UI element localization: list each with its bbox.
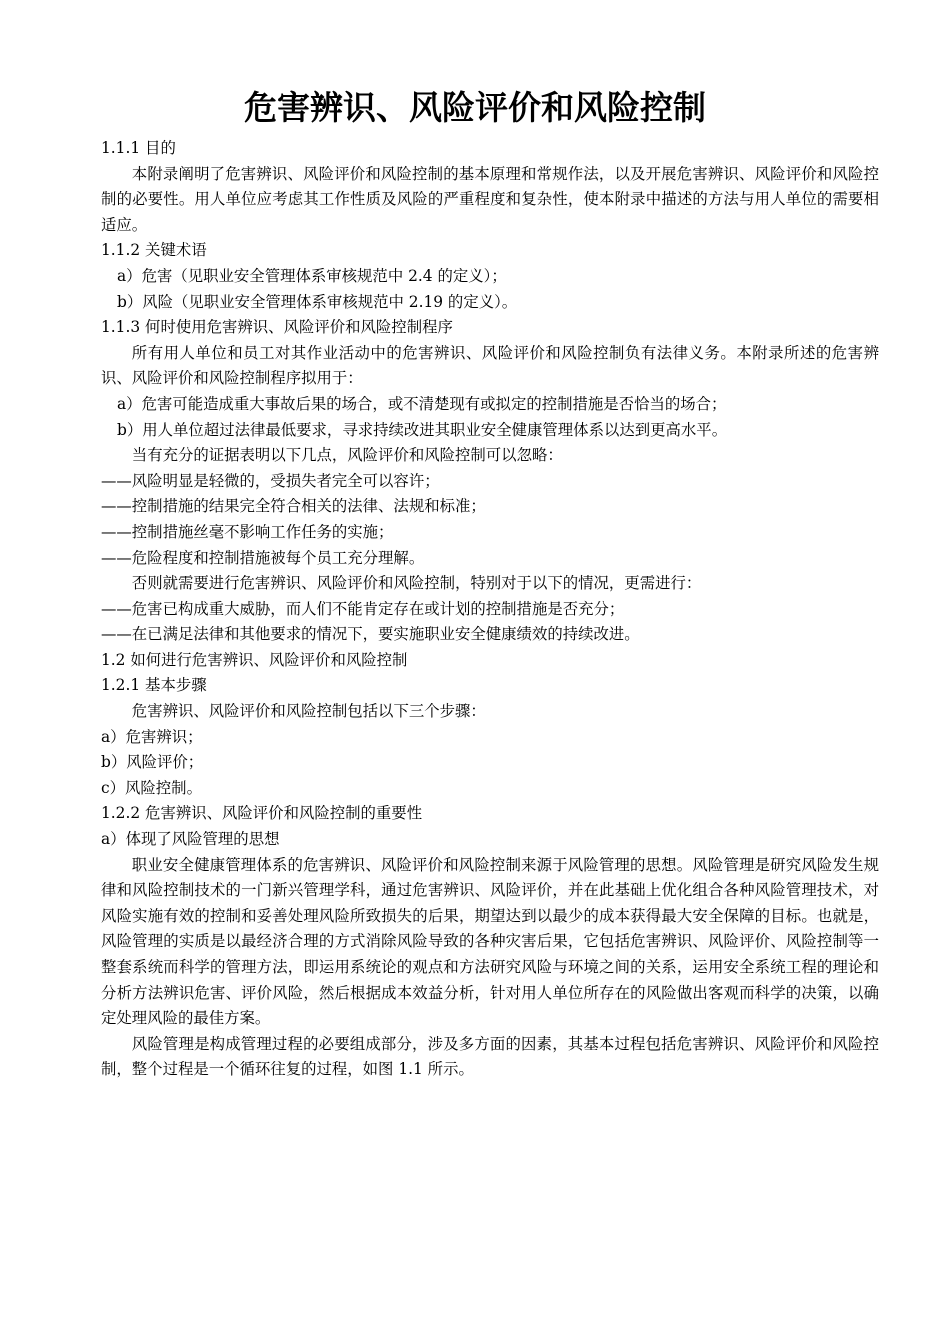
section-heading-1-1-1: 1.1.1 目的 (101, 139, 176, 157)
list-item-risk: b）风险（见职业安全管理体系审核规范中 2.19 的定义）。 (117, 292, 518, 311)
body-paragraph-cycle: 风险管理是构成管理过程的必要组成部分，涉及多方面的因素，其基本过程包括危害辨识、风险评价和风险控制，整个过程是一个循环往复的过程，如图 1.1 所示。 (101, 1034, 879, 1079)
dash-item: ——危害已构成重大威胁，而人们不能肯定存在或计划的控制措施是否充分； (101, 599, 625, 618)
body-paragraph-obligation: 所有用人单位和员工对其作业活动中的危害辨识、风险评价和风险控制负有法律义务。本附录所述的危害辨识、风险评价和风险控制程序拟用于： (101, 343, 879, 388)
dash-item: ——在已满足法律和其他要求的情况下，要实施职业安全健康绩效的持续改进。 (101, 625, 640, 644)
section-heading-1-2: 1.2 如何进行危害辨识、风险评价和风险控制 (101, 650, 408, 669)
section-heading-1-2-2: 1.2.2 危害辨识、风险评价和风险控制的重要性 (101, 804, 423, 823)
section-heading-1-1-2: 1.1.2 关键术语 (101, 241, 207, 260)
dash-item: ——控制措施的结果完全符合相关的法律、法规和标准； (101, 497, 486, 516)
list-item-hazard: a）危害（见职业安全管理体系审核规范中 2.4 的定义）； (117, 266, 507, 285)
section-heading-1-2-1: 1.2.1 基本步骤 (101, 676, 207, 695)
body-paragraph-ignore: 当有充分的证据表明以下几点，风险评价和风险控制可以忽略： (131, 446, 563, 465)
list-item-beyond-law: b）用人单位超过法律最低要求，寻求持续改进其职业安全健康管理体系以达到更高水平。 (117, 420, 728, 439)
document-title: 危害辨识、风险评价和风险控制 (244, 88, 706, 127)
body-paragraph-risk-management: 职业安全健康管理体系的危害辨识、风险评价和风险控制来源于风险管理的思想。风险管理是研究风险发生规律和风险控制技术的一门新兴管理学科，通过危害辨识、风险评价，并在此基础上优化组合各种风险管理技术，对风险实施有效的控制和妥善处理风险所致损失的后果，期望达到以最少的成本获得最大安全保障的目标。也就是，风险管理的实质是以最经济合理的方式消除风险导致的各种灾害后果，它包括危害辨识、风险评价、风险控制等一整套系统而科学的管理方法，即运用系统论的观点和方法研究风险与环境之间的关系，运用安全系统工程的理论和分析方法辨识危害、评价风险，然后根据成本效益分析，针对用人单位所存在的风险做出客观而科学的决策，以确定处理风险的最佳方案。 (101, 855, 879, 1028)
list-item-step-a: a）危害辨识； (101, 727, 203, 746)
body-paragraph-steps: 危害辨识、风险评价和风险控制包括以下三个步骤： (131, 702, 486, 721)
body-paragraph-otherwise: 否则就需要进行危害辨识、风险评价和风险控制，特别对于以下的情况，更需进行： (131, 574, 702, 593)
list-item-risk-management: a）体现了风险管理的思想 (101, 830, 280, 849)
list-item-step-b: b）风险评价； (101, 753, 204, 772)
list-item-step-c: c）风险控制。 (101, 778, 202, 797)
dash-item: ——风险明显是轻微的，受损失者完全可以容许； (101, 471, 440, 490)
list-item-major-accident: a）危害可能造成重大事故后果的场合，或不清楚现有或拟定的控制措施是否恰当的场合； (117, 394, 727, 413)
section-heading-1-1-3: 1.1.3 何时使用危害辨识、风险评价和风险控制程序 (101, 318, 453, 337)
body-paragraph-purpose: 本附录阐明了危害辨识、风险评价和风险控制的基本原理和常规作法，以及开展危害辨识、风险评价和风险控制的必要性。用人单位应考虑其工作性质及风险的严重程度和复杂性，使本附录中描述的方法与用人单位的需要相适应。 (101, 164, 879, 234)
document-body (101, 136, 879, 1083)
dash-item: ——控制措施丝毫不影响工作任务的实施； (101, 522, 394, 541)
dash-item: ——危险程度和控制措施被每个员工充分理解。 (101, 548, 425, 567)
